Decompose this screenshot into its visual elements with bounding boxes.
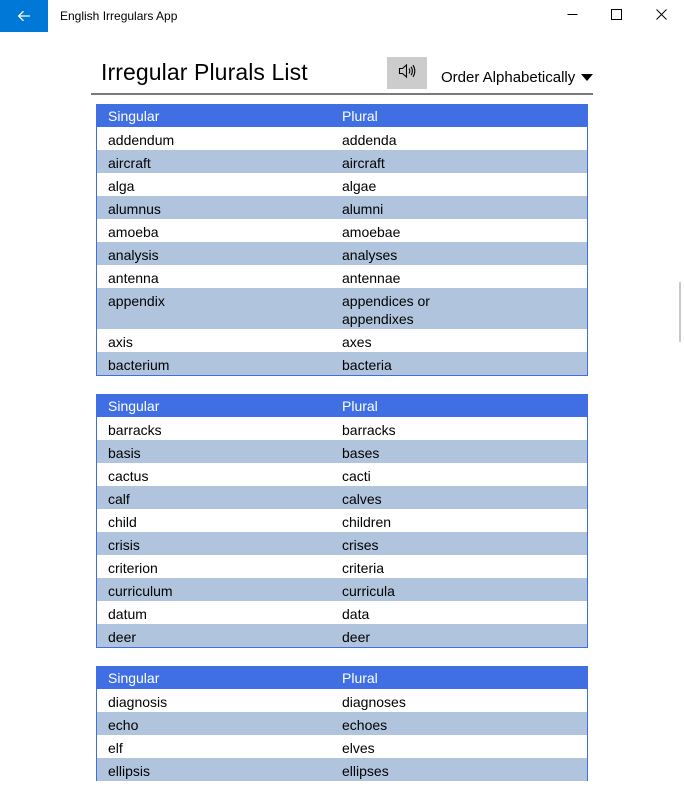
table-row xyxy=(97,150,587,173)
table-header xyxy=(97,395,587,417)
plural-cell: cacti xyxy=(342,468,371,484)
plural-cell: barracks xyxy=(342,422,396,438)
plural-cell: criteria xyxy=(342,560,385,576)
scrollbar-thumb[interactable] xyxy=(679,282,681,342)
table-row xyxy=(97,352,587,375)
singular-cell: analysis xyxy=(108,247,159,263)
page-title: Irregular Plurals List xyxy=(101,59,308,85)
table-row xyxy=(97,265,587,288)
back-arrow-icon xyxy=(17,10,31,22)
singular-cell: barracks xyxy=(108,422,162,438)
table-row xyxy=(97,417,587,440)
singular-cell: criterion xyxy=(108,560,158,576)
plural-cell: algae xyxy=(342,178,377,194)
singular-cell: axis xyxy=(108,334,133,350)
plural-cell: addenda xyxy=(342,132,397,148)
column-header-plural: Plural xyxy=(342,670,378,686)
plural-cell: elves xyxy=(342,740,375,756)
table-row xyxy=(97,219,587,242)
plural-cell: antennae xyxy=(342,270,401,286)
plural-cell: axes xyxy=(342,334,372,350)
singular-cell: elf xyxy=(108,740,123,756)
table-row xyxy=(97,242,587,265)
close-button[interactable] xyxy=(638,0,684,32)
plural-cell: alumni xyxy=(342,201,384,217)
plural-cell: curricula xyxy=(342,583,395,599)
table-row xyxy=(97,624,587,647)
singular-cell: bacterium xyxy=(108,357,170,373)
column-header-plural: Plural xyxy=(342,398,378,414)
table-row xyxy=(97,555,587,578)
table-row xyxy=(97,712,587,735)
singular-cell: datum xyxy=(108,606,147,622)
app-title: English Irregulars App xyxy=(60,9,178,23)
column-header-singular: Singular xyxy=(108,398,160,414)
table-header xyxy=(97,667,587,689)
speaker-button[interactable] xyxy=(387,57,427,89)
table-row xyxy=(97,758,587,781)
caret-down-icon xyxy=(581,74,593,81)
singular-cell: appendix xyxy=(108,293,165,309)
singular-cell: aircraft xyxy=(108,155,151,171)
column-header-plural: Plural xyxy=(342,108,378,124)
table-row xyxy=(97,288,587,329)
title-bar xyxy=(0,0,684,32)
plural-cell: appendices or appendixes xyxy=(342,293,430,327)
plurals-table-2 xyxy=(96,394,588,648)
table-row xyxy=(97,440,587,463)
singular-cell: echo xyxy=(108,717,139,733)
singular-cell: crisis xyxy=(108,537,140,553)
singular-cell: child xyxy=(108,514,137,530)
table-row xyxy=(97,735,587,758)
table-row xyxy=(97,329,587,352)
close-icon xyxy=(656,7,667,25)
order-dropdown[interactable] xyxy=(441,69,593,86)
singular-cell: curriculum xyxy=(108,583,173,599)
table-row xyxy=(97,127,587,150)
maximize-icon xyxy=(611,7,622,25)
vertical-scrollbar[interactable] xyxy=(676,32,684,787)
plural-cell: children xyxy=(342,514,392,530)
singular-cell: basis xyxy=(108,445,141,461)
order-dropdown-label: Order Alphabetically xyxy=(441,69,576,86)
plurals-table-3 xyxy=(96,666,588,781)
singular-cell: diagnosis xyxy=(108,694,168,710)
table-row xyxy=(97,196,587,219)
plural-cell: bases xyxy=(342,445,380,461)
table-row xyxy=(97,601,587,624)
table-row xyxy=(97,689,587,712)
table-row xyxy=(97,509,587,532)
minimize-button[interactable] xyxy=(549,0,595,32)
singular-cell: alga xyxy=(108,178,135,194)
plural-cell: ellipses xyxy=(342,763,389,779)
plural-cell: echoes xyxy=(342,717,388,733)
back-button[interactable] xyxy=(0,0,48,32)
plural-cell: amoebae xyxy=(342,224,401,240)
singular-cell: calf xyxy=(108,491,130,507)
singular-cell: ellipsis xyxy=(108,763,151,779)
table-row xyxy=(97,486,587,509)
table-row xyxy=(97,532,587,555)
plural-cell: bacteria xyxy=(342,357,392,373)
maximize-button[interactable] xyxy=(593,0,639,32)
table-header xyxy=(97,105,587,127)
plurals-table-1 xyxy=(96,104,588,376)
header-divider xyxy=(91,93,593,95)
speaker-icon xyxy=(398,63,416,84)
singular-cell: amoeba xyxy=(108,224,159,240)
plural-cell: calves xyxy=(342,491,382,507)
plural-cell: aircraft xyxy=(342,155,385,171)
column-header-singular: Singular xyxy=(108,670,160,686)
plural-cell: diagnoses xyxy=(342,694,406,710)
singular-cell: deer xyxy=(108,629,137,645)
singular-cell: addendum xyxy=(108,132,175,148)
table-row xyxy=(97,463,587,486)
plural-cell: data xyxy=(342,606,370,622)
singular-cell: antenna xyxy=(108,270,159,286)
table-row xyxy=(97,578,587,601)
singular-cell: cactus xyxy=(108,468,149,484)
plural-cell: crises xyxy=(342,537,379,553)
plural-cell: analyses xyxy=(342,247,398,263)
column-header-singular: Singular xyxy=(108,108,160,124)
table-row xyxy=(97,173,587,196)
minimize-icon xyxy=(567,7,578,25)
plural-cell: deer xyxy=(342,629,371,645)
singular-cell: alumnus xyxy=(108,201,161,217)
